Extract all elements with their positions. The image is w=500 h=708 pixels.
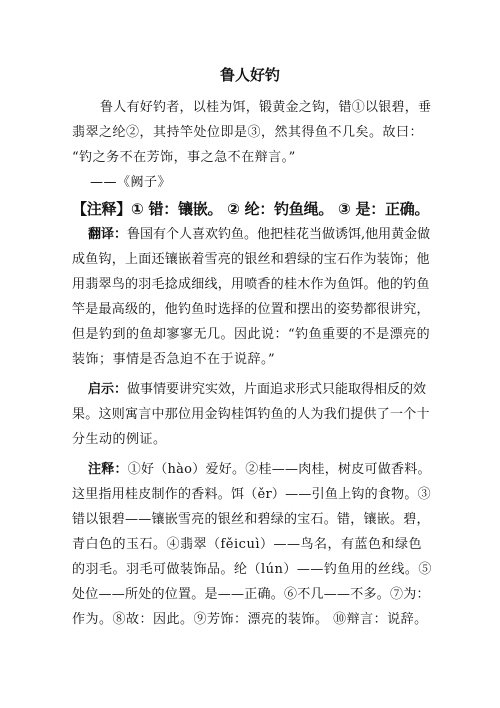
inspiration-line-3: 分生动的例证。: [72, 432, 167, 447]
notes-line-1: [88, 461, 431, 479]
original-line-2: 翡翠之纶②，其持竿处位即是③，然其得鱼不几矣。故曰：: [72, 125, 424, 140]
translation-line-5: 但是钓到的鱼却寥寥无几。因此说：“钓鱼重要的不是漂亮的: [72, 327, 431, 342]
annotation-line: [72, 200, 429, 218]
source-attribution: ——《阙子》: [90, 175, 172, 190]
annotation-label: 【注释】: [72, 200, 132, 218]
notes-label: 注释：: [88, 462, 128, 477]
inspiration-line-1: [88, 381, 426, 399]
translation-text-1: 鲁国有个人喜欢钓鱼。他把桂花当做诱饵,他用黄金做: [127, 227, 431, 242]
notes-text-1: ①好（hào）爱好。②桂——肉桂，树皮可做香料。: [127, 462, 431, 477]
notes-line-6: 处位——所处的位置。是——正确。⑥不几——不多。⑦为：: [72, 587, 430, 602]
notes-line-2: 这里指用桂皮制作的香料。饵（ěr）——引鱼上钩的食物。③: [72, 487, 431, 502]
inspiration-line-2: 果。这则寓言中那位用金钩桂饵钓鱼的人为我们提供了一个十: [72, 407, 430, 422]
translation-line-3: 用翡翠鸟的羽毛捻成细线，用喷香的桂木作为鱼饵。他的钓鱼: [72, 277, 430, 292]
translation-label: 翻译：: [88, 227, 128, 242]
inspiration-label: 启示：: [88, 382, 128, 397]
original-line-3: “钓之务不在芳饰，事之急不在辩言。”: [72, 150, 296, 165]
annotation-text: ① 错：镶嵌。 ② 纶：钓鱼绳。 ③ 是：正确。: [131, 200, 430, 218]
translation-line-1: [88, 226, 430, 244]
translation-line-2: 成鱼钩，上面还镶嵌着雪亮的银丝和碧绿的宝石作为装饰；他: [72, 252, 430, 267]
original-line-1: 鲁人有好钓者，以桂为饵，锻黄金之钩，错①以银碧，垂: [100, 100, 432, 115]
notes-line-3: 错以银碧——镶嵌雪亮的银丝和碧绿的宝石。错，镶嵌。碧，: [72, 512, 430, 527]
notes-line-4: 青白色的玉石。④翡翠（fěicuì）——鸟名，有蓝色和绿色: [72, 537, 422, 552]
translation-line-4: 竿是最高级的，他钓鱼时选择的位置和摆出的姿势都很讲究，: [72, 302, 430, 317]
notes-line-7: 作为。⑧故：因此。⑨芳饰：漂亮的装饰。 ⑩辩言：说辞。: [72, 612, 428, 627]
translation-line-6: 装饰；事情是否急迫不在于说辞。”: [72, 352, 276, 367]
page-title: 鲁人好钓: [219, 66, 280, 84]
inspiration-text-1: 做事情要讲究实效，片面追求形式只能取得相反的效: [127, 382, 427, 397]
notes-line-5: 的羽毛。羽毛可做装饰品。纶（lún）——钓鱼用的丝线。⑤: [72, 562, 432, 577]
